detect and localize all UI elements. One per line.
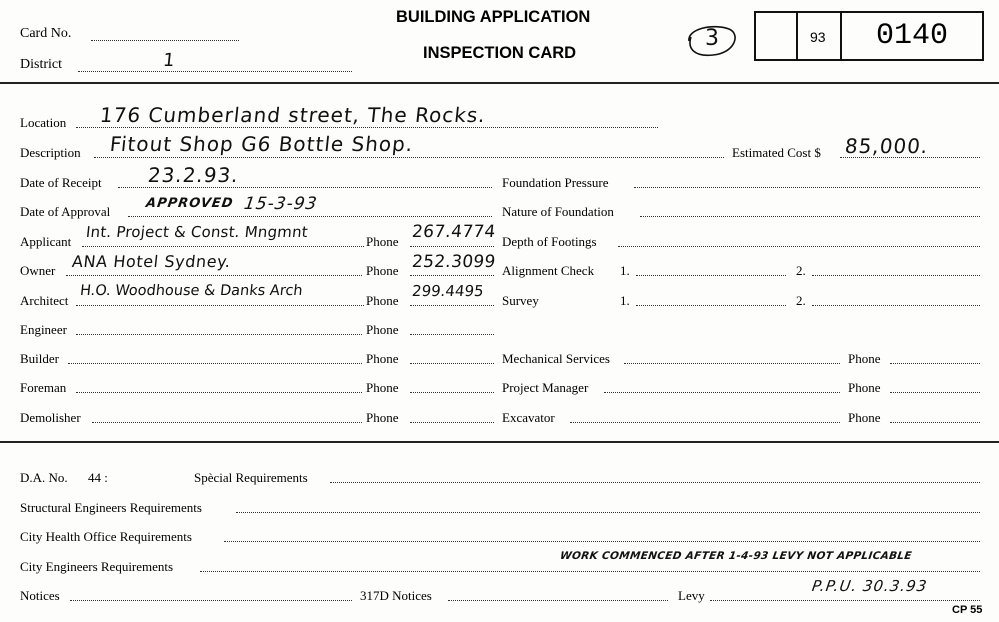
foreman-phone-label: Phone — [366, 380, 399, 395]
excavator-phone-label: Phone — [848, 410, 881, 425]
structural-engineers-label: Structural Engineers Requirements — [20, 500, 202, 515]
survey-1-field[interactable] — [636, 305, 786, 306]
city-health-label: City Health Office Requirements — [20, 529, 192, 544]
applicant-phone-value: 267.4774 — [411, 222, 497, 242]
excavator-phone-field[interactable] — [890, 422, 980, 423]
project-manager-phone-label: Phone — [848, 380, 881, 395]
nature-of-foundation-label: Nature of Foundation — [502, 204, 614, 219]
approval-stamp: APPROVED — [144, 196, 235, 211]
mechanical-services-phone-field[interactable] — [890, 363, 980, 364]
engineer-label: Engineer — [20, 322, 67, 337]
circled-number-text: 3 — [705, 26, 720, 51]
project-manager-label: Project Manager — [502, 380, 589, 395]
builder-field[interactable] — [68, 363, 362, 364]
builder-label: Builder — [20, 351, 59, 366]
alignment-check-2-field[interactable] — [812, 275, 980, 276]
district-field[interactable] — [78, 71, 352, 72]
notices-317d-label: 317D Notices — [360, 588, 432, 603]
special-requirements-label: Spècial Requirements — [194, 470, 308, 485]
date-of-receipt-field[interactable] — [118, 187, 492, 188]
city-engineers-value: WORK COMMENCED AFTER 1-4-93 LEVY NOT APPLICABLE — [559, 550, 913, 562]
date-of-approval-label: Date of Approval — [20, 204, 111, 219]
estimated-cost-label: Estimated Cost $ — [732, 145, 821, 160]
form-code: CP 55 — [952, 604, 983, 616]
date-of-approval-value: 15-3-93 — [242, 194, 319, 214]
district-label: District — [20, 57, 62, 72]
engineer-phone-field[interactable] — [410, 334, 494, 335]
foreman-phone-field[interactable] — [410, 392, 494, 393]
circled-number-mark — [683, 21, 741, 59]
architect-phone-field[interactable] — [410, 305, 494, 306]
year-box — [796, 11, 842, 61]
architect-field[interactable] — [76, 305, 364, 306]
survey-label: Survey — [502, 293, 539, 308]
card-title-line1: BUILDING APPLICATION — [396, 8, 591, 26]
demolisher-label: Demolisher — [20, 410, 81, 425]
applicant-value: Int. Project & Const. Mngmnt — [85, 223, 309, 241]
builder-phone-field[interactable] — [410, 363, 494, 364]
date-of-receipt-label: Date of Receipt — [20, 175, 102, 190]
location-label: Location — [20, 115, 67, 130]
alignment-check-label: Alignment Check — [502, 263, 595, 278]
engineer-phone-label: Phone — [366, 322, 399, 337]
special-requirements-field[interactable] — [330, 482, 980, 483]
levy-label: Levy — [678, 588, 705, 603]
demolisher-phone-label: Phone — [366, 410, 399, 425]
applicant-phone-field[interactable] — [410, 246, 494, 247]
city-health-field[interactable] — [224, 541, 980, 542]
card-no-label: Card No. — [20, 26, 72, 41]
mechanical-services-phone-label: Phone — [848, 351, 881, 366]
city-engineers-label: City Engineers Requirements — [20, 559, 174, 574]
card-title-line2: INSPECTION CARD — [423, 44, 577, 62]
applicant-phone-label: Phone — [366, 234, 399, 249]
foundation-pressure-label: Foundation Pressure — [502, 175, 609, 190]
survey-2-label: 2. — [796, 293, 806, 308]
alignment-check-1-label: 1. — [620, 263, 630, 278]
description-field[interactable] — [94, 157, 724, 158]
survey-2-field[interactable] — [812, 305, 980, 306]
da-no-label: D.A. No. — [20, 470, 68, 485]
levy-field[interactable] — [710, 600, 980, 601]
architect-phone-label: Phone — [366, 293, 399, 308]
foreman-field[interactable] — [76, 392, 362, 393]
project-manager-field[interactable] — [604, 392, 840, 393]
depth-of-footings-field[interactable] — [618, 246, 980, 247]
structural-engineers-field[interactable] — [236, 512, 980, 513]
architect-value: H.O. Woodhouse & Danks Arch — [79, 283, 304, 299]
estimated-cost-value: 85,000. — [843, 134, 930, 158]
mechanical-services-field[interactable] — [624, 363, 840, 364]
location-field[interactable] — [76, 127, 658, 128]
owner-label: Owner — [20, 263, 56, 278]
da-no-value: 44 : — [88, 470, 108, 485]
excavator-field[interactable] — [570, 422, 840, 423]
alignment-check-1-field[interactable] — [636, 275, 786, 276]
foreman-label: Foreman — [20, 380, 67, 395]
date-of-approval-field[interactable] — [128, 216, 492, 217]
mechanical-services-label: Mechanical Services — [502, 351, 610, 366]
description-label: Description — [20, 145, 81, 160]
notices-label: Notices — [20, 588, 60, 603]
owner-field[interactable] — [66, 275, 362, 276]
description-value: Fitout Shop G6 Bottle Shop. — [108, 132, 415, 156]
engineer-field[interactable] — [76, 334, 362, 335]
architect-label: Architect — [20, 293, 69, 308]
survey-1-label: 1. — [620, 293, 630, 308]
levy-value: P.P.U. 30.3.93 — [810, 577, 929, 595]
alignment-check-2-label: 2. — [796, 263, 806, 278]
notices-field[interactable] — [70, 600, 352, 601]
builder-phone-label: Phone — [366, 351, 399, 366]
card-number-value: 0140 — [876, 19, 949, 53]
card-no-field[interactable] — [91, 40, 239, 41]
excavator-label: Excavator — [502, 410, 555, 425]
demolisher-phone-field[interactable] — [410, 422, 494, 423]
card-number-box — [840, 11, 984, 61]
location-value: 176 Cumberland street, The Rocks. — [98, 103, 488, 127]
owner-phone-value: 252.3099 — [411, 252, 497, 272]
notices-317d-field[interactable] — [448, 600, 668, 601]
architect-phone-value: 299.4495 — [411, 282, 485, 300]
owner-phone-label: Phone — [366, 263, 399, 278]
depth-of-footings-label: Depth of Footings — [502, 234, 597, 249]
date-of-receipt-value: 23.2.93. — [146, 163, 240, 187]
header-divider — [0, 82, 999, 84]
city-engineers-field[interactable] — [200, 571, 980, 572]
blank-box — [754, 11, 798, 61]
project-manager-phone-field[interactable] — [890, 392, 980, 393]
year-value: 93 — [810, 29, 826, 45]
nature-of-foundation-field[interactable] — [640, 216, 980, 217]
section-divider — [0, 441, 999, 443]
applicant-label: Applicant — [20, 234, 72, 249]
demolisher-field[interactable] — [92, 422, 362, 423]
district-value: 1 — [161, 50, 177, 71]
foundation-pressure-field[interactable] — [634, 187, 980, 188]
owner-value: ANA Hotel Sydney. — [71, 252, 232, 271]
applicant-field[interactable] — [82, 246, 364, 247]
owner-phone-field[interactable] — [410, 275, 494, 276]
